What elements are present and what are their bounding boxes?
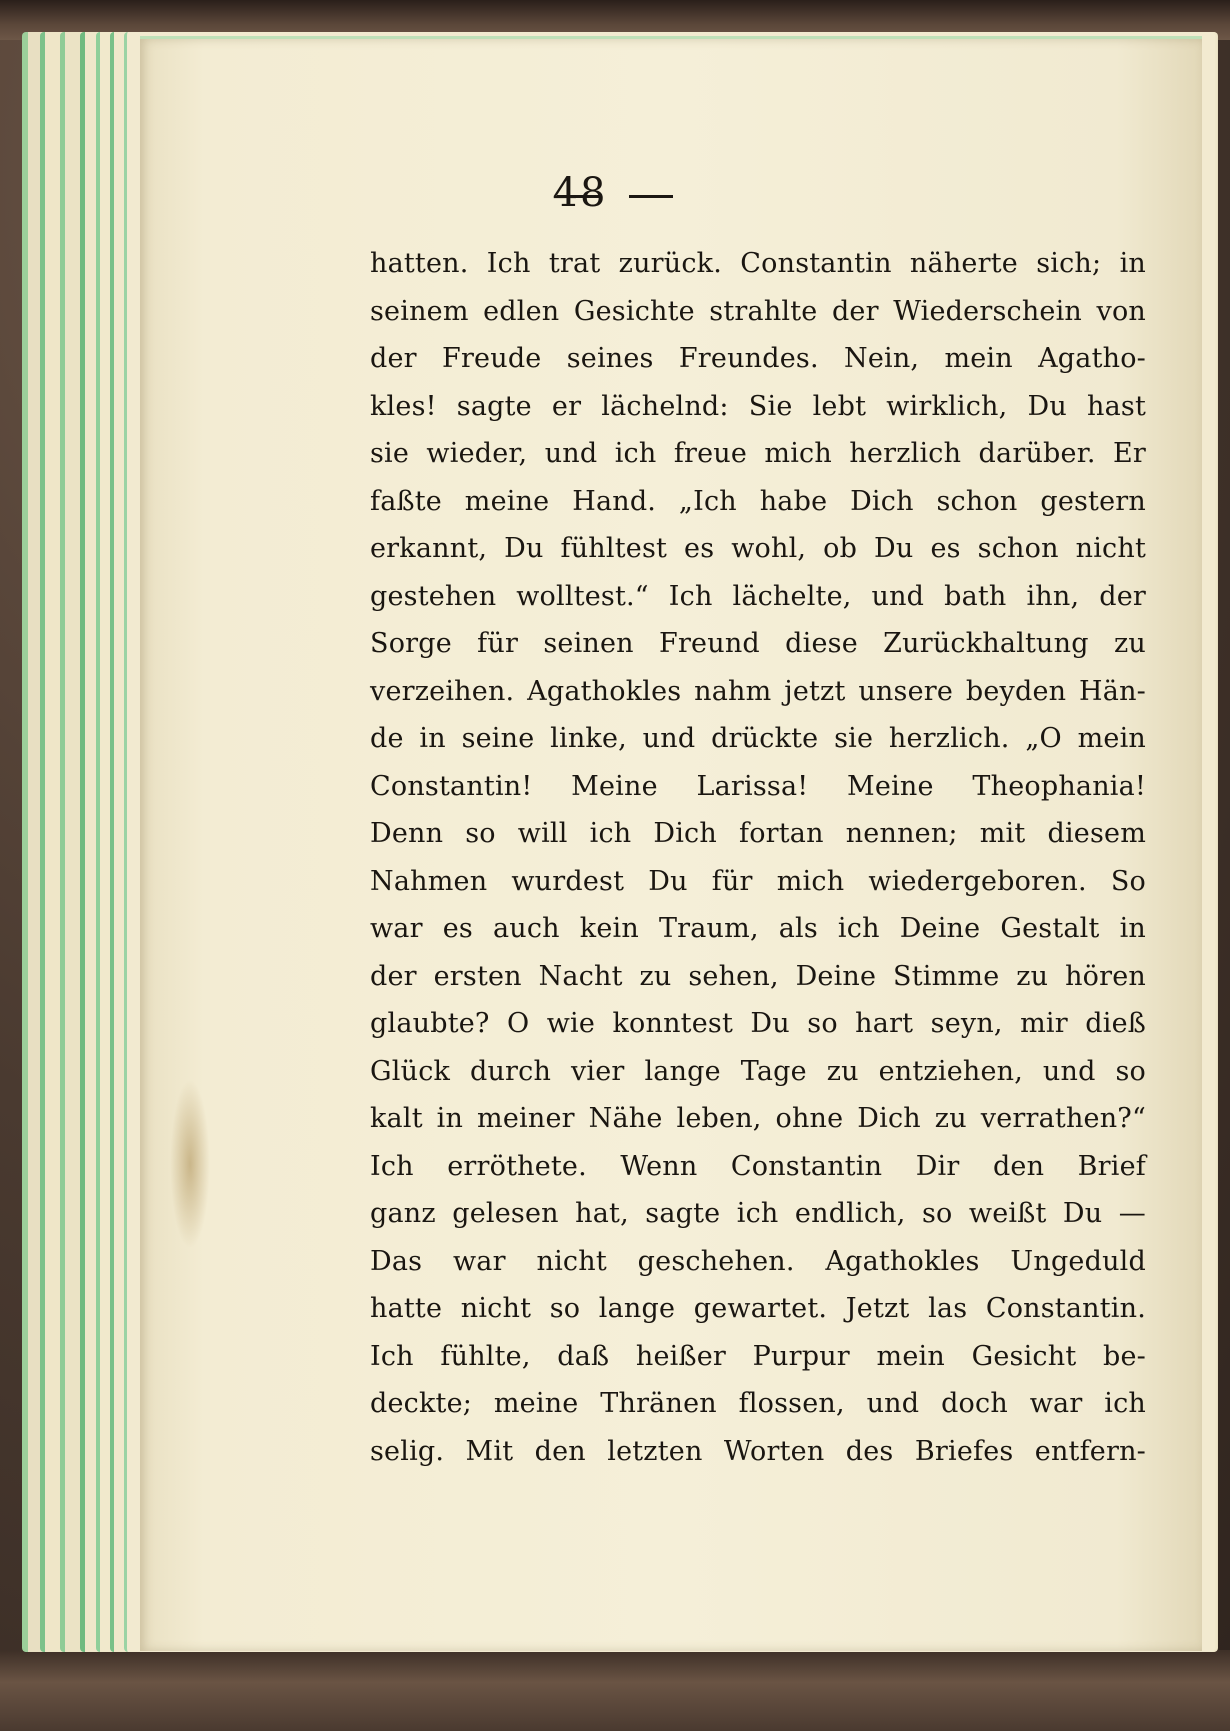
text-line: gestehen wolltest.“ Ich lächelte, und bath ihn, der [370, 580, 1146, 612]
text-line: Constantin! Meine Larissa! Meine Theophania! [370, 770, 1146, 802]
page-number-header [0, 170, 1230, 216]
text-line: verzeihen. Agathokles nahm jetzt unsere beyden Hän- [370, 675, 1146, 707]
text-line: kles! sagte er lächelnd: Sie lebt wirklich, Du hast [370, 390, 1146, 422]
text-line: selig. Mit den letzten Worten des Briefes entfern- [370, 1435, 1146, 1467]
text-line: der Freude seines Freundes. Nein, mein Agatho- [370, 343, 1146, 374]
text-line: hatte nicht so lange gewartet. Jetzt las Constantin. [370, 1293, 1146, 1324]
text-line: hatten. Ich trat zurück. Constantin näherte sich; in [370, 248, 1146, 279]
text-line: seinem edlen Gesichte strahlte der Wiederschein von [370, 295, 1146, 327]
text-line: Sorge für seinen Freund diese Zurückhaltung zu [370, 628, 1146, 659]
body-text [370, 240, 1146, 1475]
text-line: de in seine linke, und drückte sie herzlich. „O mein [370, 723, 1146, 754]
text-line: sie wieder, und ich freue mich herzlich darüber. Er [370, 438, 1146, 469]
text-line: Ich fühlte, daß heißer Purpur mein Gesicht be- [370, 1340, 1146, 1372]
text-line: ganz gelesen hat, sagte ich endlich, so weißt Du — [370, 1198, 1146, 1229]
text-line: Glück durch vier lange Tage zu entziehen, und so [370, 1055, 1146, 1087]
text-line: war es auch kein Traum, als ich Deine Gestalt in [370, 913, 1146, 944]
text-line: deckte; meine Thränen flossen, und doch war ich [370, 1388, 1146, 1419]
text-line: glaubte? O wie konntest Du so hart seyn, mir dieß [370, 1008, 1146, 1039]
book-cover-bottom-edge [0, 1650, 1230, 1731]
page-number: 48 [552, 170, 608, 216]
paper-stain [170, 1079, 210, 1249]
text-line: Ich erröthete. Wenn Constantin Dir den Brief [370, 1150, 1146, 1182]
text-line: erkannt, Du fühltest es wohl, ob Du es schon nicht [370, 533, 1146, 564]
text-line: Nahmen wurdest Du für mich wiedergeboren. So [370, 865, 1146, 897]
text-line: Denn so will ich Dich fortan nennen; mit diesem [370, 818, 1146, 849]
text-line: faßte meine Hand. „Ich habe Dich schon gestern [370, 485, 1146, 517]
text-line: Das war nicht geschehen. Agathokles Ungeduld [370, 1245, 1146, 1277]
text-line: kalt in meiner Nähe leben, ohne Dich zu verrathen?“ [370, 1103, 1146, 1134]
text-line: der ersten Nacht zu sehen, Deine Stimme zu hören [370, 960, 1146, 992]
right-dash [629, 195, 673, 198]
